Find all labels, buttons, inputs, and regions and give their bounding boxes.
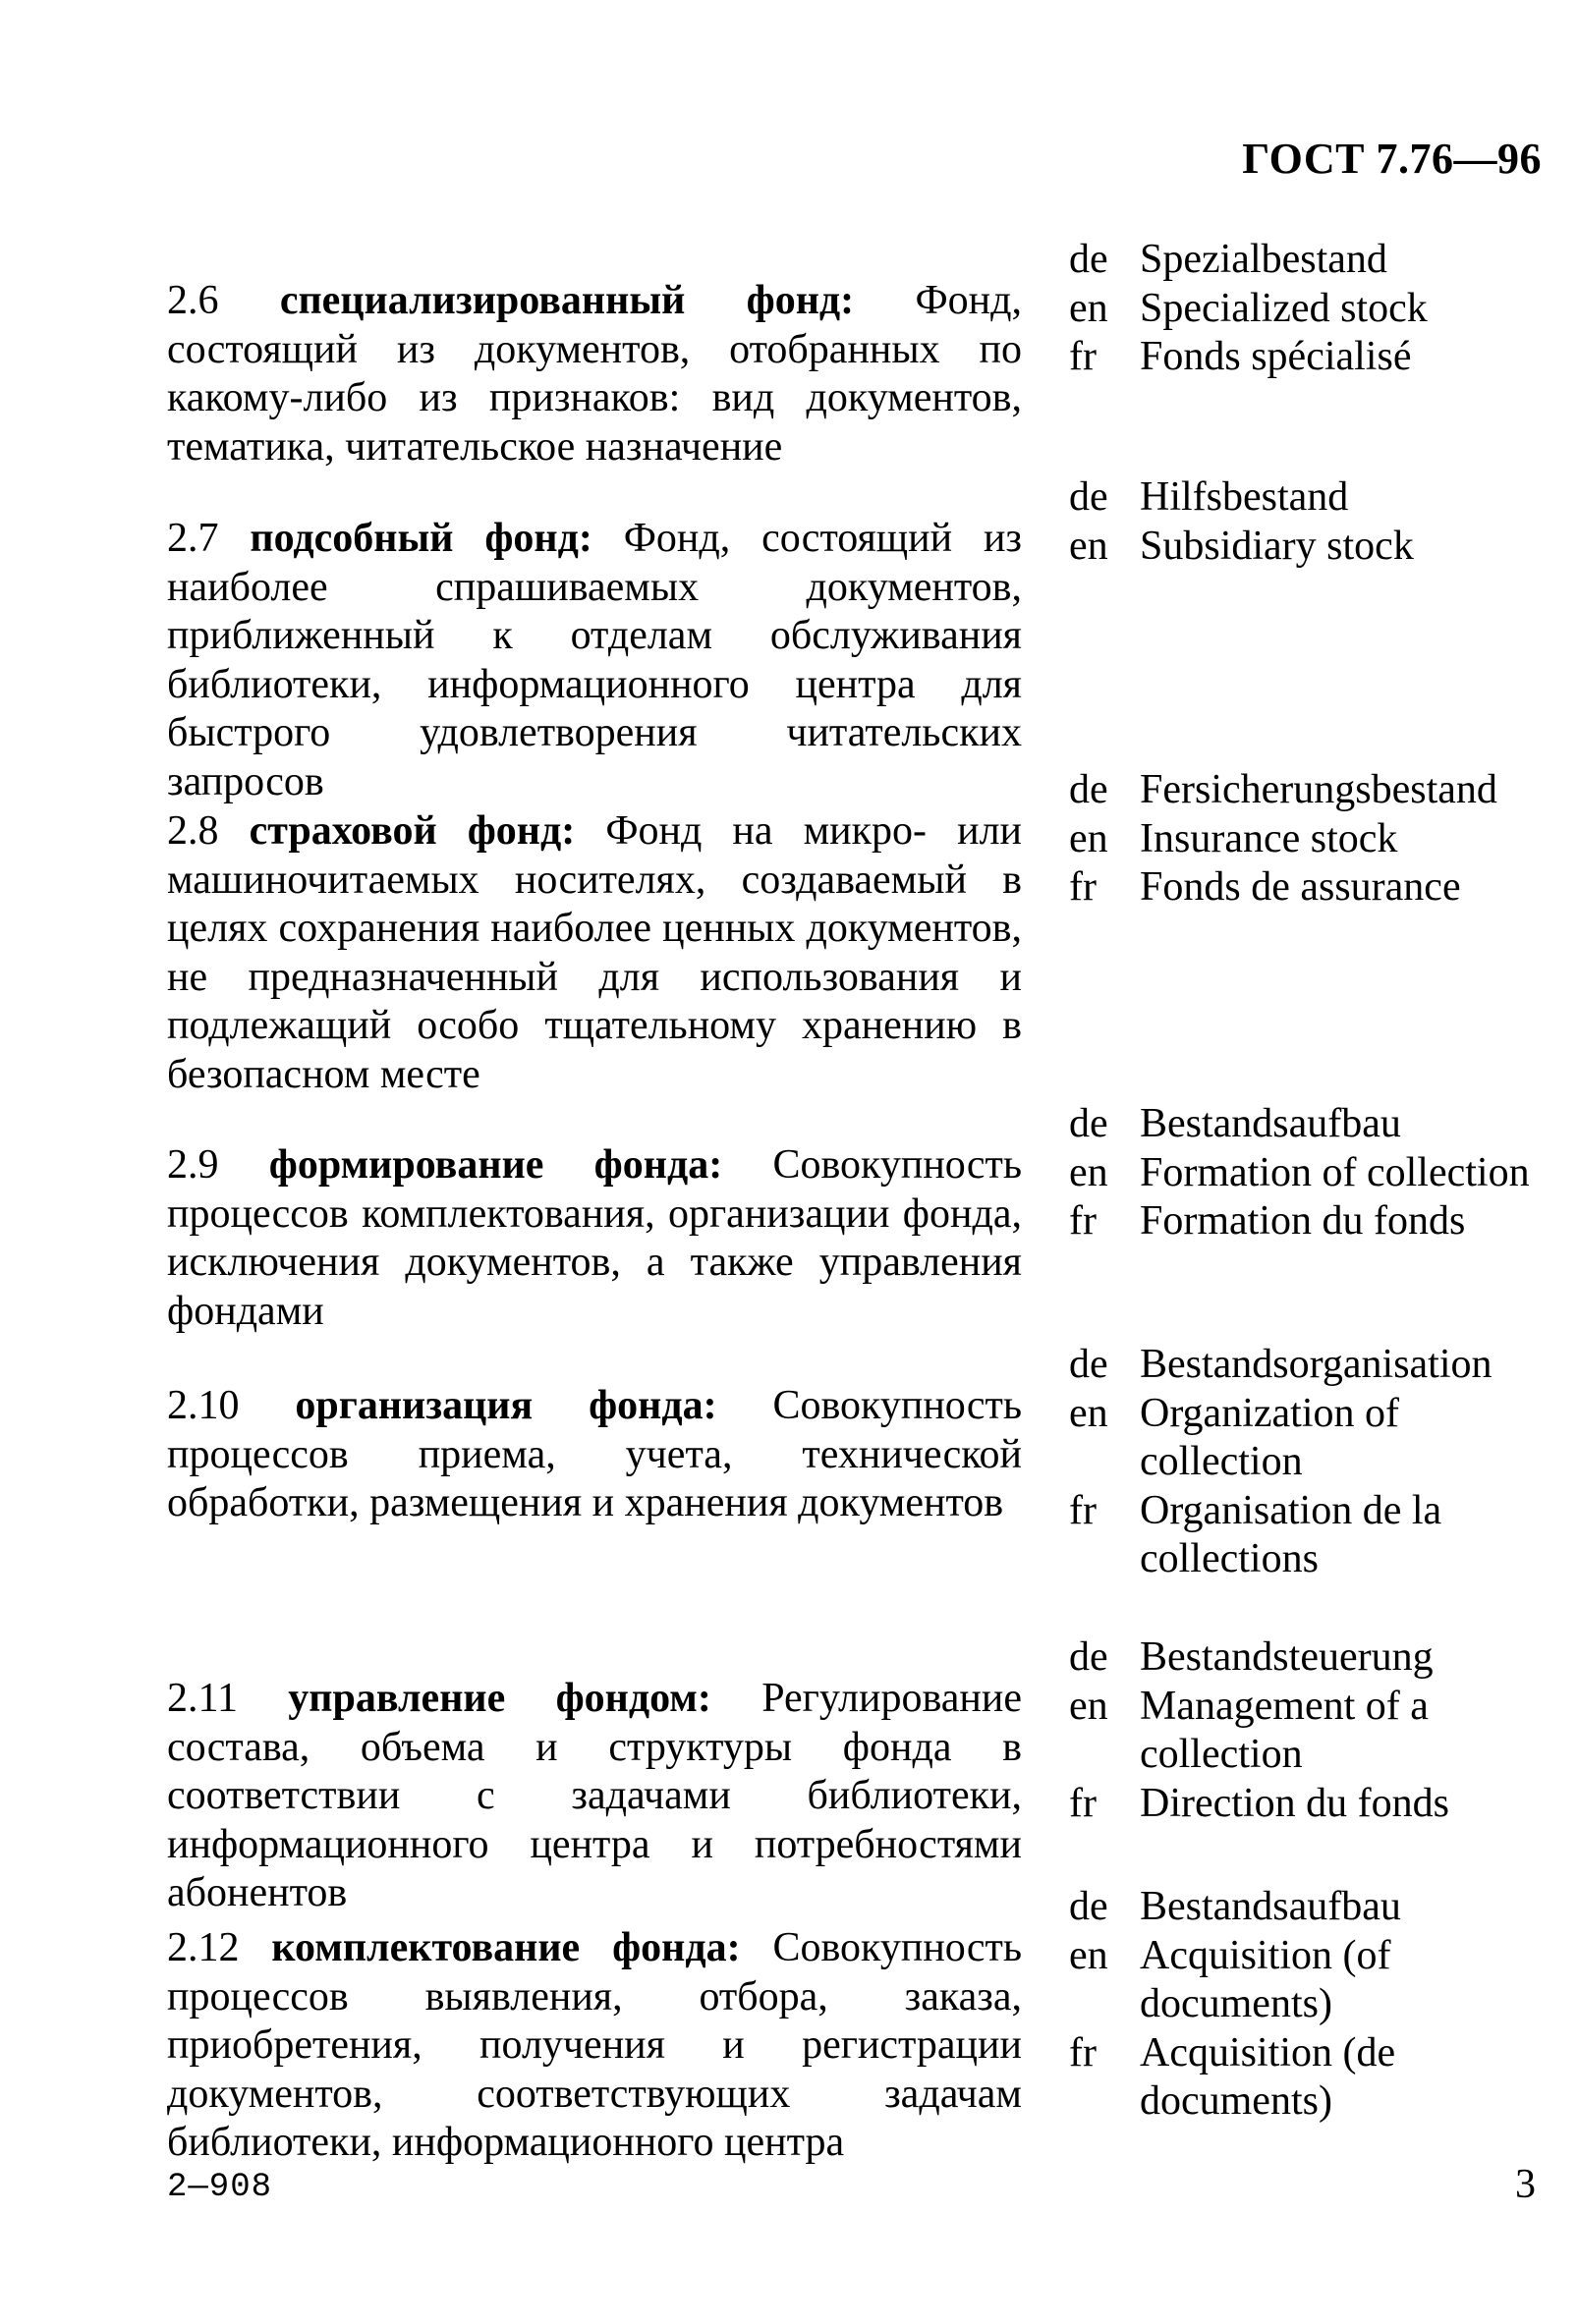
term-definition xyxy=(167,1924,1022,2168)
equivalent-item xyxy=(1069,1197,1552,1246)
standard-code: ГОСТ 7.76—96 xyxy=(1242,135,1542,183)
language-code: fr xyxy=(1069,334,1097,379)
equivalent-term: Subsidiary stock xyxy=(1140,523,1414,569)
language-code: en xyxy=(1069,285,1108,331)
equivalent-item xyxy=(1069,815,1552,864)
language-code: en xyxy=(1069,1149,1108,1195)
language-code: de xyxy=(1069,1342,1108,1387)
language-code: en xyxy=(1069,523,1108,569)
equivalent-item xyxy=(1069,236,1552,285)
equivalent-item xyxy=(1069,285,1552,334)
equivalent-term: Formation du fonds xyxy=(1140,1198,1466,1244)
equivalent-item xyxy=(1069,1487,1552,1584)
equivalent-term: Formation of collection xyxy=(1140,1149,1530,1195)
language-code: fr xyxy=(1069,2029,1097,2075)
equivalent-term: Bestandsteuerung xyxy=(1140,1634,1434,1680)
definition-text: Регулирование состава, объема и структуры фонда в соответствии с задачами библиотеки, информационного центра и потребностями абонентов xyxy=(167,1676,1022,1915)
language-code: en xyxy=(1069,1683,1108,1729)
equivalent-term: Direction du fonds xyxy=(1140,1780,1449,1826)
language-code: fr xyxy=(1069,1487,1097,1533)
equivalent-item xyxy=(1069,1341,1552,1390)
definition-text: Совокупность процессов комплектования, организации фонда, исключения документов, а также управления фондами xyxy=(167,1142,1022,1334)
term-number: 2.10 xyxy=(167,1383,240,1428)
equivalent-term: Management of a collection xyxy=(1140,1683,1429,1777)
equivalent-item xyxy=(1069,1683,1552,1780)
definition-text: Фонд, состоящий из документов, отобранных по какому-либо из признаков: вид документов, тематика, читательское назначение xyxy=(167,278,1023,470)
equivalent-item xyxy=(1069,2029,1552,2127)
equivalents-list xyxy=(1069,1633,1552,1828)
language-code: de xyxy=(1069,767,1108,812)
equivalent-item xyxy=(1069,1932,1552,2029)
term-number: 2.9 xyxy=(167,1142,219,1188)
definition-text: Фонд, состоящий из наиболее спрашиваемых документов, приближенный к отделам обслуживания библиотеки, информационного центра для быстрого удовлетворения читательских запросов xyxy=(167,516,1023,804)
equivalent-term: Hilfsbestand xyxy=(1140,474,1349,520)
language-code: de xyxy=(1069,474,1108,520)
language-code: de xyxy=(1069,1101,1108,1146)
equivalent-term: Fersicherungsbestand xyxy=(1140,767,1497,812)
language-code: fr xyxy=(1069,1198,1097,1244)
equivalent-term: Bestandsaufbau xyxy=(1140,1884,1401,1929)
term-number: 2.8 xyxy=(167,808,219,854)
equivalents-list xyxy=(1069,1341,1552,1584)
term-name: комплектование фонда: xyxy=(271,1925,741,1970)
equivalent-term: Bestandsaufbau xyxy=(1140,1101,1401,1146)
equivalent-item xyxy=(1069,766,1552,815)
equivalent-term: Acquisition (de documents) xyxy=(1140,2029,1396,2124)
term-number: 2.7 xyxy=(167,516,219,561)
equivalent-item xyxy=(1069,473,1552,523)
signature-mark: 2—908 xyxy=(167,2169,273,2206)
equivalent-item xyxy=(1069,1633,1552,1683)
language-code: en xyxy=(1069,815,1108,861)
equivalent-term: Fonds spécialisé xyxy=(1140,334,1412,379)
term-name: специализированный фонд: xyxy=(279,278,855,323)
equivalent-term: Insurance stock xyxy=(1140,815,1398,861)
equivalent-term: Bestandsorganisation xyxy=(1140,1342,1493,1387)
equivalents-list xyxy=(1069,236,1552,382)
equivalents-list xyxy=(1069,766,1552,913)
term-definition xyxy=(167,277,1022,471)
term-definition xyxy=(167,1382,1022,1528)
language-code: fr xyxy=(1069,1780,1097,1826)
term-number: 2.6 xyxy=(167,278,219,323)
equivalent-term: Specialized stock xyxy=(1140,285,1428,331)
term-name: подсобный фонд: xyxy=(250,516,592,561)
definition-text: Фонд на микро- или машиночитаемых носителях, создаваемый в целях сохранения наиболее ценных документов, не предназначенный для использования и подлежащий особо тщательному хранению в безопасном месте xyxy=(167,808,1023,1097)
equivalent-item xyxy=(1069,1883,1552,1932)
term-definition xyxy=(167,807,1022,1099)
definition-text: Совокупность процессов выявления, отбора, заказа, приобретения, получения и регистрации документов, соответствующих задачам библиотеки, информационного центра xyxy=(167,1925,1022,2165)
equivalent-term: Spezialbestand xyxy=(1140,237,1387,282)
term-number: 2.12 xyxy=(167,1925,240,1970)
language-code: en xyxy=(1069,1390,1108,1436)
definition-text: Совокупность процессов приема, учета, технической обработки, размещения и хранения документов xyxy=(167,1383,1023,1525)
term-name: организация фонда: xyxy=(295,1383,717,1428)
page-number: 3 xyxy=(1515,2162,1536,2207)
equivalent-term: Acquisition (of documents) xyxy=(1140,1932,1391,2026)
equivalent-item xyxy=(1069,1149,1552,1198)
equivalents-list xyxy=(1069,1883,1552,2127)
term-name: формирование фонда: xyxy=(268,1142,723,1188)
term-definition xyxy=(167,1141,1022,1336)
equivalent-item xyxy=(1069,523,1552,572)
equivalent-item xyxy=(1069,1390,1552,1487)
equivalent-term: Fonds de assurance xyxy=(1140,864,1461,910)
equivalents-list xyxy=(1069,1100,1552,1246)
term-number: 2.11 xyxy=(167,1676,238,1721)
equivalent-item xyxy=(1069,1780,1552,1829)
language-code: en xyxy=(1069,1932,1108,1978)
term-definition xyxy=(167,515,1022,806)
term-name: управление фондом: xyxy=(288,1676,711,1721)
equivalent-item xyxy=(1069,863,1552,913)
equivalent-term: Organisation de la collections xyxy=(1140,1487,1442,1581)
equivalents-list xyxy=(1069,473,1552,571)
language-code: de xyxy=(1069,1634,1108,1680)
term-name: страховой фонд: xyxy=(249,808,576,854)
equivalent-item xyxy=(1069,1100,1552,1149)
term-definition xyxy=(167,1675,1022,1918)
equivalent-item xyxy=(1069,333,1552,382)
equivalent-term: Organization of collection xyxy=(1140,1390,1399,1484)
language-code: de xyxy=(1069,237,1108,282)
language-code: fr xyxy=(1069,864,1097,910)
language-code: de xyxy=(1069,1884,1108,1929)
